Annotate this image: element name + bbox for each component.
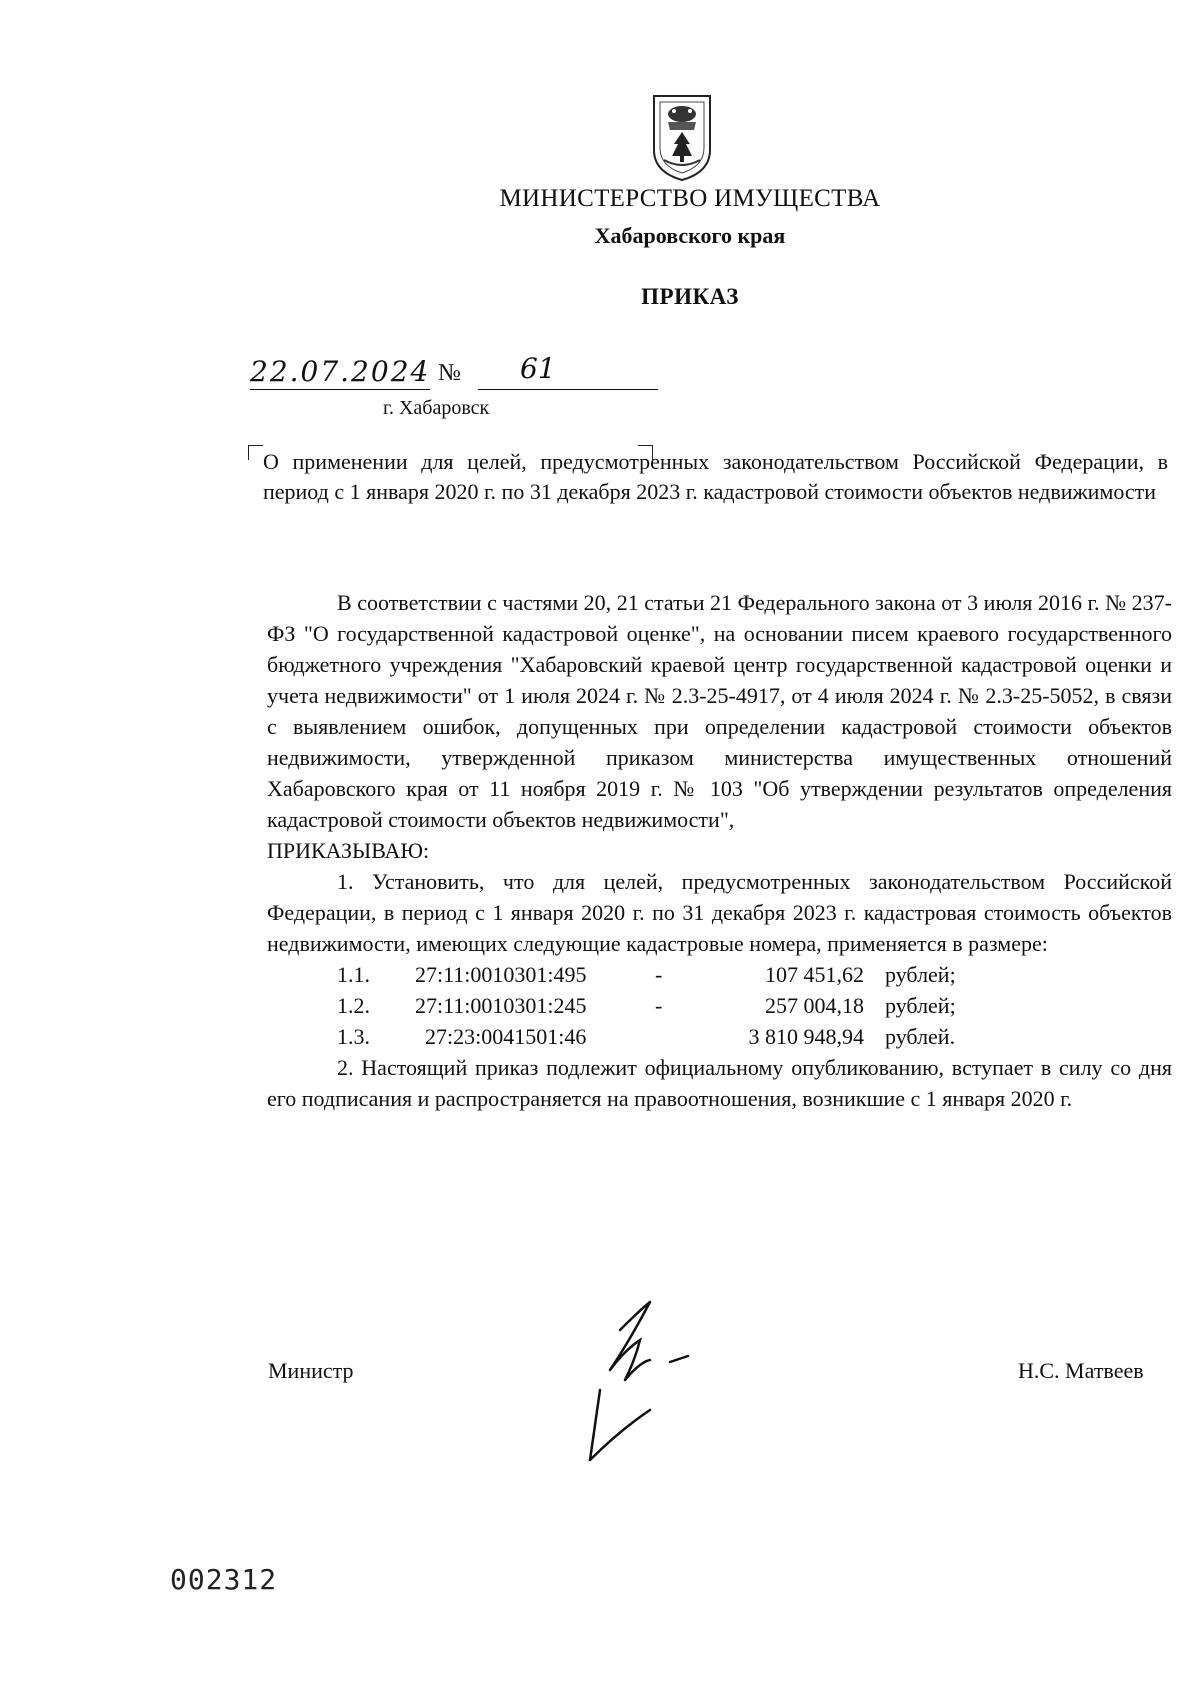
cadastral-value: 257 004,18 xyxy=(765,993,864,1018)
document-subject: О применении для целей, предусмотренных законодательством Российской Федерации, в период с 1 января 2020 г. по 31 декабря 2023 г. кадастровой стоимости объектов недвижимости xyxy=(263,449,1168,504)
row-dash: - xyxy=(655,993,663,1018)
cadastral-number: 27:11:0010301:495 xyxy=(415,962,587,987)
handwritten-date: 22.07.2024 xyxy=(250,355,431,388)
document-body xyxy=(267,587,1172,1114)
signer-role: Министр xyxy=(268,1358,354,1383)
number-underline xyxy=(478,389,658,390)
cadastral-number: 27:23:0041501:46 xyxy=(425,1024,587,1049)
value-unit: рублей; xyxy=(885,993,956,1018)
handwritten-signature-icon xyxy=(580,1300,760,1470)
row-dash: - xyxy=(655,962,663,987)
preamble-paragraph: В соответствии с частями 20, 21 статьи 21 Федерального закона от 3 июля 2016 г. № 237-ФЗ "О государственной кадастровой оценке", на основании писем краевого государственного бюджетного учреждения "Хабаровский краевой центр государственной кадастровой оценки и учета недвижимости" от 1 июля 2024 г. № 2.3-25-4917, от 4 июля 2024 г. № 2.3-25-5052, в связи с выявлением ошибок, допущенных при определении кадастровой стоимости объектов недвижимости, утвержденной приказом министерства имущественных отношений Хабаровского края от 11 ноября 2019 г. № 103 "Об утверждении результатов определения кадастровой стоимости объектов недвижимости", xyxy=(267,590,1172,832)
city: г. Хабаровск xyxy=(383,397,490,419)
ministry-name: МИНИСТЕРСТВО ИМУЩЕСТВА xyxy=(499,185,881,212)
row-number: 1.2. xyxy=(337,993,370,1018)
list-item xyxy=(267,1021,1172,1052)
item-2-paragraph: 2. Настоящий приказ подлежит официальному опубликованию, вступает в силу со дня его подписания и распространяется на правоотношения, возникшие с 1 января 2020 г. xyxy=(267,1055,1172,1111)
subject-corner-left xyxy=(248,445,263,460)
ministry-region: Хабаровского края xyxy=(594,223,786,248)
cadastral-value: 3 810 948,94 xyxy=(748,1024,864,1049)
cadastral-values-list xyxy=(267,959,1172,1052)
cadastral-value: 107 451,62 xyxy=(765,962,864,987)
row-number: 1.1. xyxy=(337,962,370,987)
number-label: № xyxy=(438,360,461,386)
list-item xyxy=(267,990,1172,1021)
item-1-paragraph: 1. Установить, что для целей, предусмотренных законодательством Российской Федерации, в период с 1 января 2020 г. по 31 декабря 2023 г. кадастровая стоимость объектов недвижимости, имеющих следующие кадастровые номера, применяется в размере: xyxy=(267,869,1172,956)
order-word: ПРИКАЗЫВАЮ: xyxy=(267,838,430,863)
document-type: ПРИКАЗ xyxy=(641,284,739,309)
value-unit: рублей. xyxy=(885,1024,956,1049)
serial-number: 002312 xyxy=(170,1563,278,1596)
signer-name: Н.С. Матвеев xyxy=(1018,1358,1144,1383)
row-number: 1.3. xyxy=(337,1024,370,1049)
handwritten-number: 61 xyxy=(520,352,556,385)
coat-of-arms-icon xyxy=(650,92,714,182)
date-underline xyxy=(250,389,430,390)
value-unit: рублей; xyxy=(885,962,956,987)
list-item xyxy=(267,959,1172,990)
cadastral-number: 27:11:0010301:245 xyxy=(415,993,587,1018)
